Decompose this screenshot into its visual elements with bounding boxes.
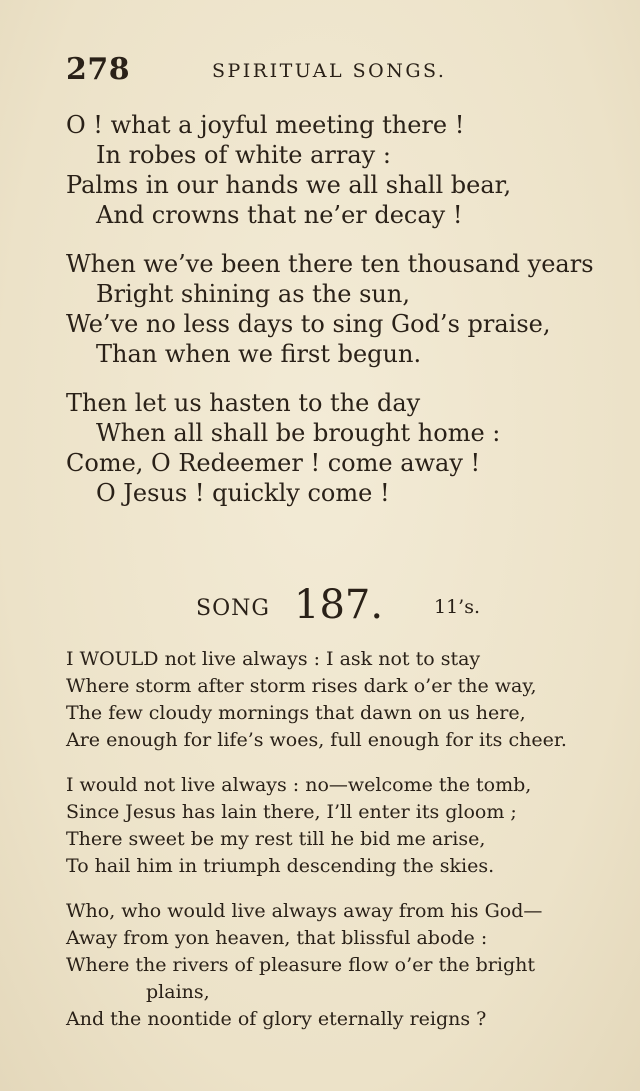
verse-line: The few cloudy mornings that dawn on us here, — [66, 702, 526, 724]
verse-line: Who, who would live always away from his God— — [66, 900, 543, 922]
verse-line: Than when we first begun. — [96, 340, 422, 368]
verse-line: We’ve no less days to sing God’s praise, — [66, 310, 551, 338]
first-line-rest: not live always : I ask not to stay — [158, 648, 481, 670]
verse-line: Then let us hasten to the day — [66, 389, 421, 417]
verse-line: Palms in our hands we all shall bear, — [66, 171, 512, 199]
stanza-2 — [66, 249, 626, 369]
song-stanza-2 — [66, 772, 626, 880]
verse-line: O Jesus ! quickly come ! — [96, 479, 390, 507]
verse-line: And the noontide of glory eternally reigns ? — [66, 1008, 487, 1030]
verse-line: Away from yon heaven, that blissful abode : — [66, 927, 488, 949]
page-header — [66, 52, 486, 86]
first-word: I — [66, 648, 74, 670]
verse-line — [66, 646, 626, 673]
running-head: SPIRITUAL SONGS. — [212, 60, 447, 82]
song-heading — [196, 582, 516, 632]
stanza-1 — [66, 110, 626, 230]
verse-line: Are enough for life’s woes, full enough for its cheer. — [66, 729, 567, 751]
verse-line: And crowns that ne’er decay ! — [96, 201, 463, 229]
verse-line: Come, O Redeemer ! come away ! — [66, 449, 481, 477]
verse-line: O ! what a joyful meeting there ! — [66, 111, 465, 139]
verse-line: Where the rivers of pleasure flow o’er the bright — [66, 954, 535, 976]
song-label: SONG — [196, 596, 270, 621]
verse-line-continuation: plains, — [146, 981, 210, 1003]
song-stanza-3 — [66, 898, 626, 1033]
song-stanza-1 — [66, 646, 626, 754]
verse-line: In robes of white array : — [96, 141, 391, 169]
song-number: 187. — [294, 582, 384, 628]
verse-line: Bright shining as the sun, — [96, 280, 410, 308]
verse-line: Since Jesus has lain there, I’ll enter its gloom ; — [66, 801, 517, 823]
verse-line: There sweet be my rest till he bid me arise, — [66, 828, 486, 850]
page-number: 278 — [66, 52, 131, 87]
verse-line: When all shall be brought home : — [96, 419, 501, 447]
verse-line: Where storm after storm rises dark o’er the way, — [66, 675, 537, 697]
first-word-rest: WOULD — [79, 648, 159, 670]
verse-line: When we’ve been there ten thousand years — [66, 250, 594, 278]
verse-line: To hail him in triumph descending the skies. — [66, 855, 495, 877]
song-meter: 11’s. — [434, 596, 481, 618]
verse-line: I would not live always : no—welcome the tomb, — [66, 774, 532, 796]
stanza-3 — [66, 388, 626, 508]
